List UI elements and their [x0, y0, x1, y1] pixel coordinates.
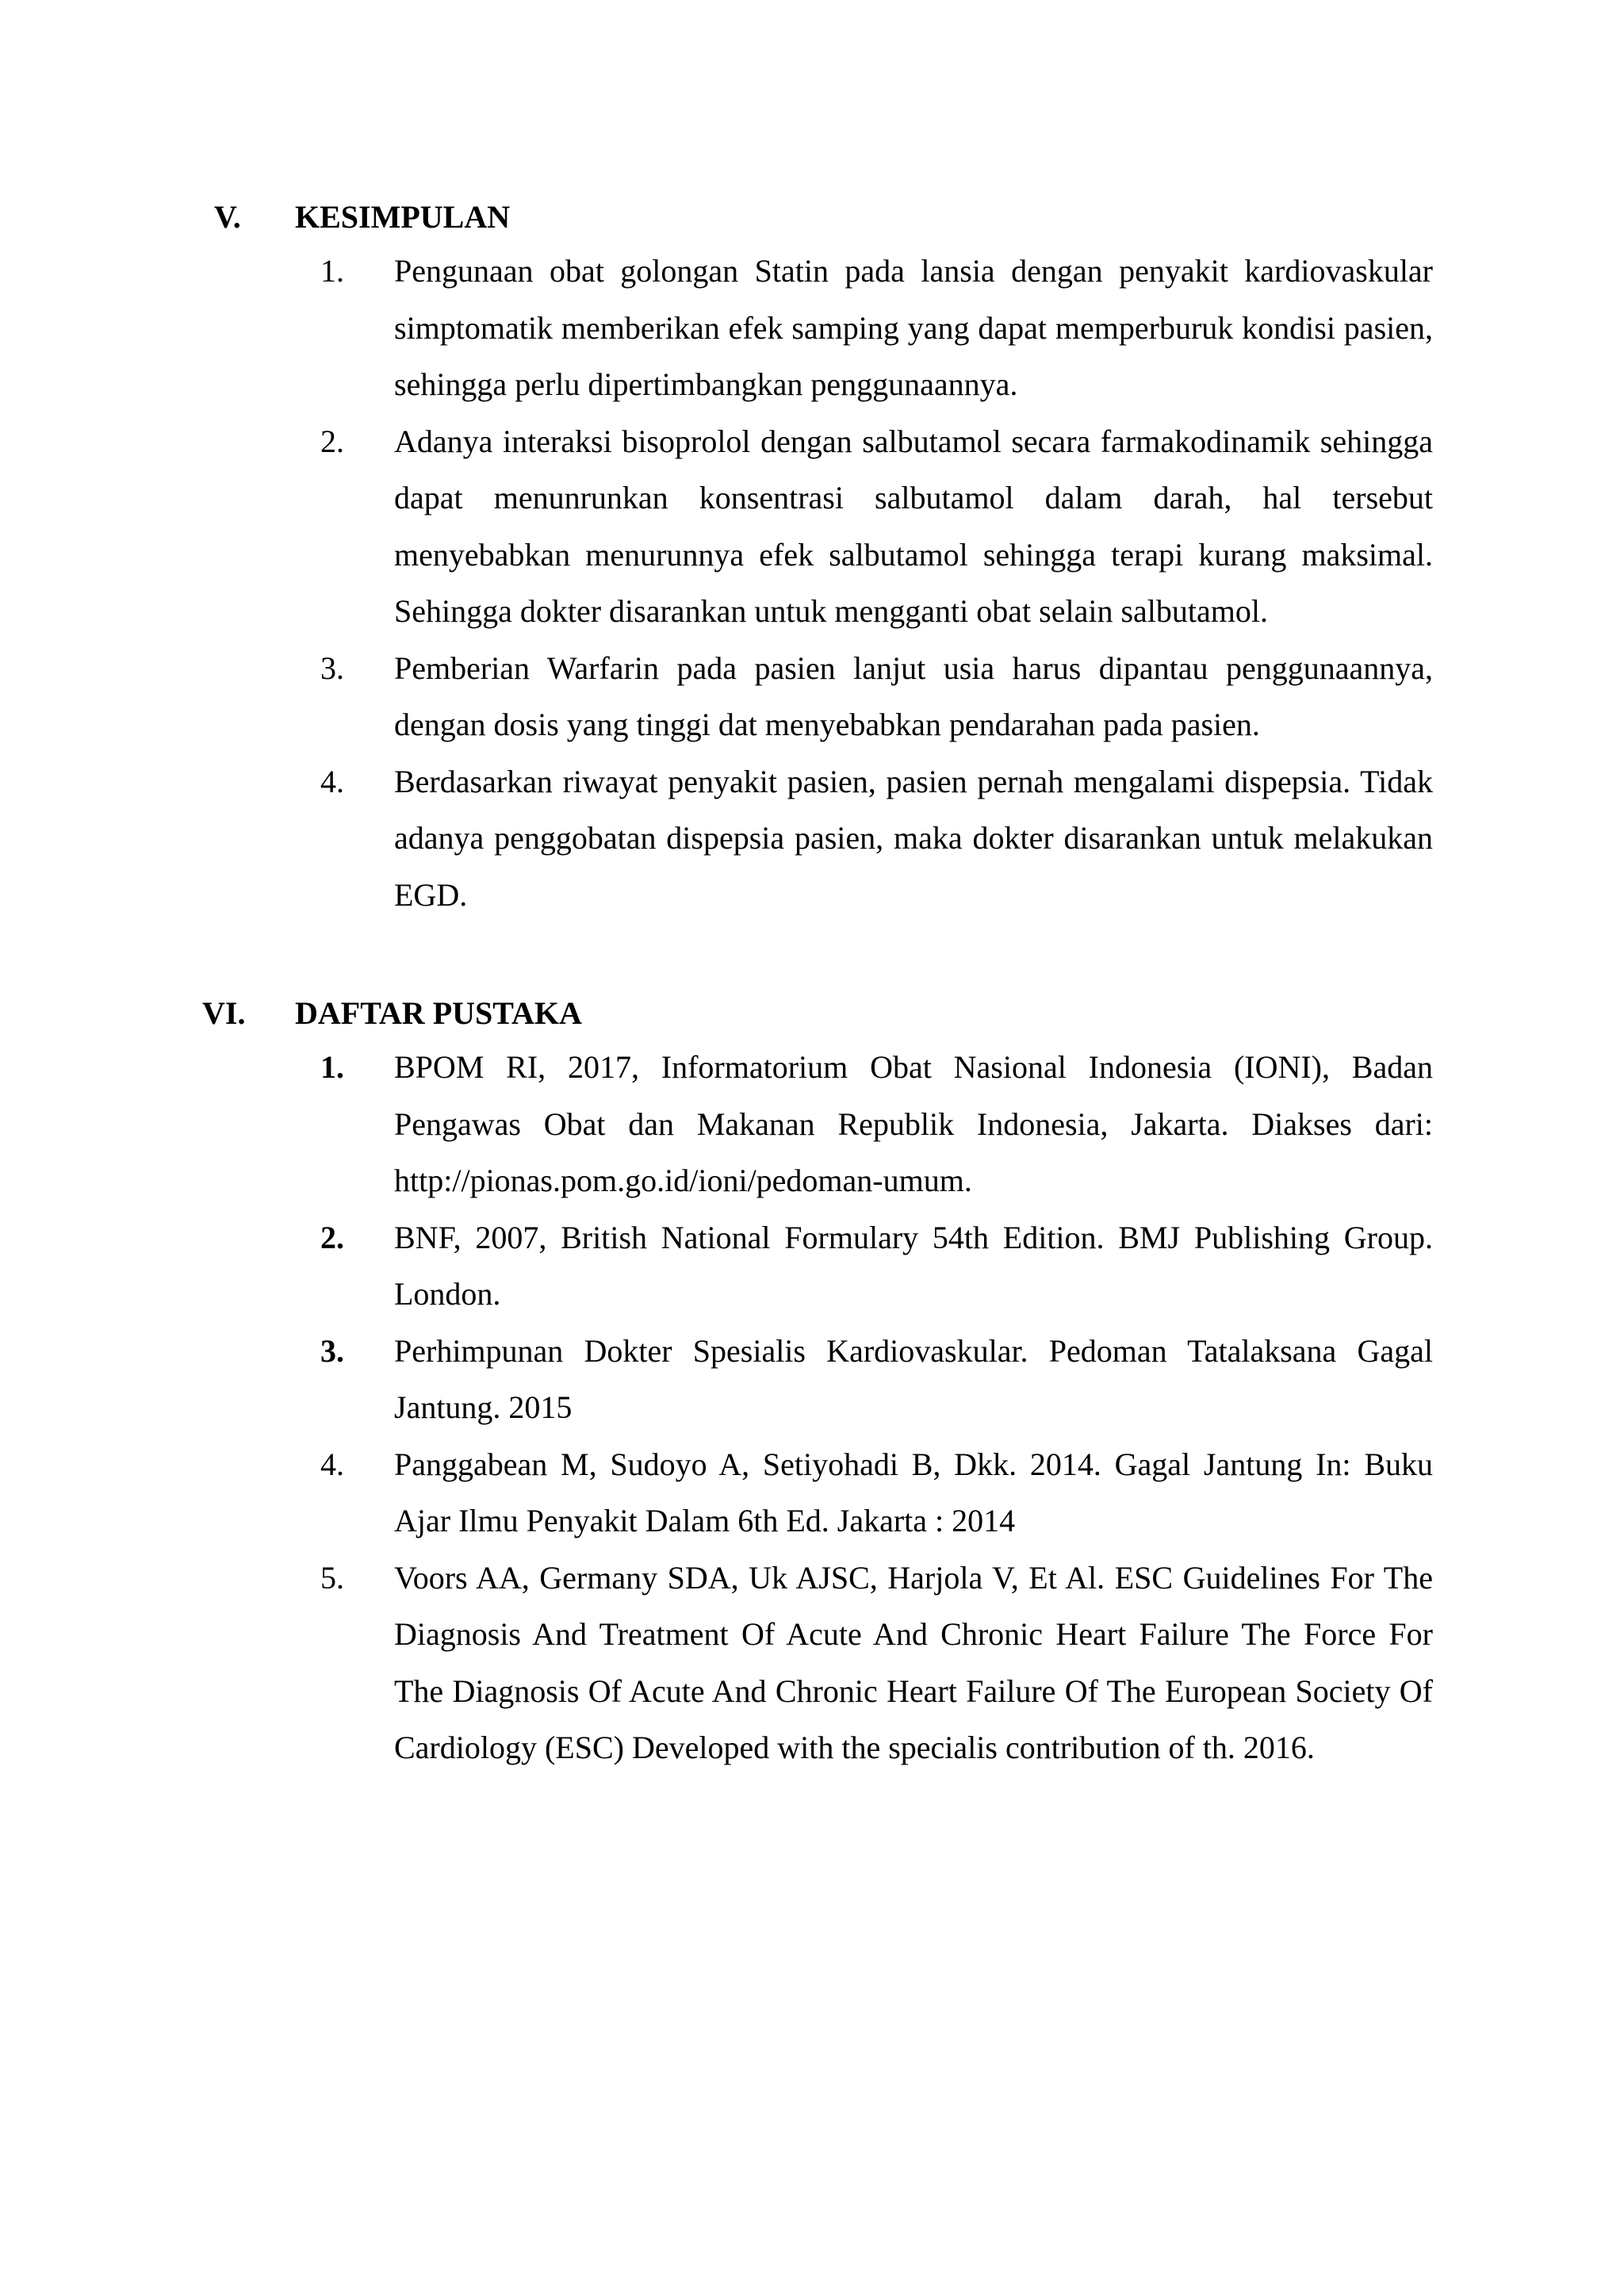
list-item — [0, 753, 1624, 924]
item-number: 3. — [320, 1332, 344, 1369]
list-item — [0, 413, 1624, 640]
reference-text: BNF, 2007, British National Formulary 54th Edition. BMJ Publishing Group. London. — [394, 1219, 1433, 1312]
item-text: Pengunaan obat golongan Statin pada lansia dengan penyakit kardiovaskular simptomatik memberikan efek samping yang dapat memperburuk kondisi pasien, sehingga perlu dipertimbangkan penggunaannya. — [394, 253, 1433, 402]
section-daftar-pustaka — [0, 988, 1624, 1776]
item-number: 4. — [320, 763, 344, 799]
reference-text: Voors AA, Germany SDA, Uk AJSC, Harjola V, Et Al. ESC Guidelines For The Diagnosis And Treatment Of Acute And Chronic Heart Failure The Force For The Diagnosis Of Acute And Chronic Heart Failure Of The European Society Of Cardiology (ESC) Developed with the specialis contribution of th. 2016. — [394, 1559, 1433, 1765]
reference-list — [0, 1039, 1624, 1776]
reference-text: BPOM RI, 2017, Informatorium Obat Nasional Indonesia (IONI), Badan Pengawas Obat dan Makanan Republik Indonesia, Jakarta. Diakses dari: http://pionas.pom.go.id/ioni/pedoman-umum. — [394, 1049, 1433, 1198]
list-item — [0, 640, 1624, 753]
item-number: 2. — [320, 423, 344, 459]
section-title: DAFTAR PUSTAKA — [295, 995, 582, 1031]
reference-item — [0, 1436, 1624, 1550]
section-title: KESIMPULAN — [295, 199, 511, 235]
reference-item — [0, 1209, 1624, 1323]
reference-item — [0, 1323, 1624, 1436]
item-number: 1. — [320, 253, 344, 289]
item-text: Pemberian Warfarin pada pasien lanjut usia harus dipantau penggunaannya, dengan dosis yang tinggi dat menyebabkan pendarahan pada pasien. — [394, 649, 1433, 742]
item-number: 4. — [320, 1446, 344, 1482]
item-number: 1. — [320, 1049, 344, 1085]
section-number: V. — [214, 199, 241, 235]
item-text: Berdasarkan riwayat penyakit pasien, pasien pernah mengalami dispepsia. Tidak adanya penggobatan dispepsia pasien, maka dokter disarankan untuk melakukan EGD. — [394, 763, 1433, 913]
item-number: 5. — [320, 1559, 344, 1596]
section-kesimpulan — [0, 192, 1624, 923]
section-heading — [0, 988, 1624, 1039]
reference-item — [0, 1039, 1624, 1209]
item-number: 2. — [320, 1219, 344, 1255]
item-text: Adanya interaksi bisoprolol dengan salbutamol secara farmakodinamik sehingga dapat menunrunkan konsentrasi salbutamol dalam darah, hal tersebut menyebabkan menurunnya efek salbutamol sehingga terapi kurang maksimal. Sehingga dokter disarankan untuk mengganti obat selain salbutamol. — [394, 423, 1433, 629]
conclusion-list — [0, 243, 1624, 923]
section-heading — [0, 192, 1624, 243]
list-item — [0, 243, 1624, 413]
reference-item — [0, 1550, 1624, 1776]
reference-text: Perhimpunan Dokter Spesialis Kardiovaskular. Pedoman Tatalaksana Gagal Jantung. 2015 — [394, 1332, 1433, 1425]
item-number: 3. — [320, 649, 344, 686]
reference-text: Panggabean M, Sudoyo A, Setiyohadi B, Dkk. 2014. Gagal Jantung In: Buku Ajar Ilmu Penyakit Dalam 6th Ed. Jakarta : 2014 — [394, 1446, 1433, 1538]
section-number: VI. — [202, 995, 246, 1031]
